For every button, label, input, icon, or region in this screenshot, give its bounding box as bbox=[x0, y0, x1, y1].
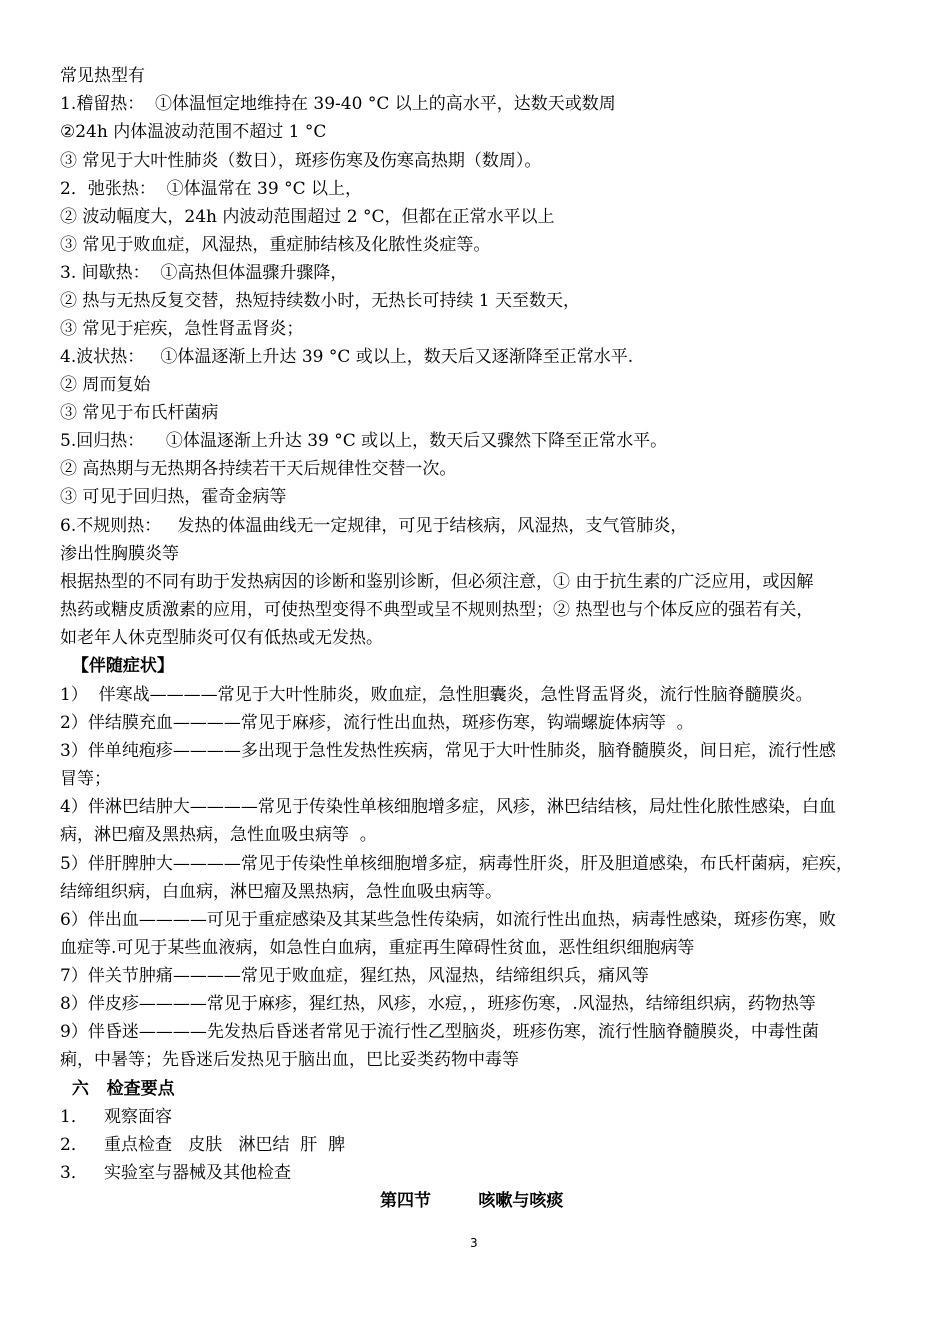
text-line: 常见热型有 bbox=[60, 66, 145, 86]
text-line: 根据热型的不同有助于发热病因的诊断和鉴别诊断，但必须注意，① 由于抗生素的广泛应用，或因解 bbox=[60, 572, 814, 592]
page-number: 3 bbox=[470, 1236, 478, 1250]
text-line: 6）伴出血————可见于重症感染及其某些急性传染病，如流行性出血热，病毒性感染，斑疹伤寒，败 bbox=[60, 910, 836, 930]
text-line: ③ 常见于大叶性肺炎（数日），斑疹伤寒及伤寒高热期（数周）。 bbox=[60, 151, 542, 171]
text-line: 3. 间歇热： ①高热但体温骤升骤降， bbox=[60, 263, 348, 283]
text-line: 热药或糖皮质激素的应用，可使热型变得不典型或呈不规则热型；② 热型也与个体反应的强若有关， bbox=[60, 600, 814, 620]
text-line: ③ 常见于布氏杆菌病 bbox=[60, 403, 219, 423]
text-line: 血症等.可见于某些血液病，如急性白血病，重症再生障碍性贫血，恶性组织细胞病等 bbox=[60, 938, 695, 958]
text-line: 5.回归热： ①体温逐渐上升达 39 °C 或以上，数天后又骤然下降至正常水平。 bbox=[60, 431, 668, 451]
text-line: 2）伴结膜充血————常见于麻疹，流行性出血热，斑疹伤寒，钩端螺旋体病等 。 bbox=[60, 713, 694, 733]
text-line: 结缔组织病，白血病，淋巴瘤及黑热病，急性血吸虫病等。 bbox=[60, 882, 502, 902]
text-line: 6.不规则热： 发热的体温曲线无一定规律，可见于结核病，风湿热，支气管肺炎， bbox=[60, 516, 688, 536]
text-line: ③ 可见于回归热，霍奇金病等 bbox=[60, 487, 287, 507]
text-line: ② 热与无热反复交替，热短持续数小时，无热长可持续 1 天至数天， bbox=[60, 291, 581, 311]
text-line: 六 检查要点 bbox=[60, 1079, 175, 1099]
text-line: 5）伴肝脾肿大————常见于传染性单核细胞增多症，病毒性肝炎，肝及胆道感染，布氏杆菌病，疟疾， bbox=[60, 854, 853, 874]
text-line: 7）伴关节肿痛————常见于败血症，猩红热，风湿热，结缔组织兵，痛风等 bbox=[60, 966, 649, 986]
text-line: ② 波动幅度大，24h 内波动范围超过 2 °C，但都在正常水平以上 bbox=[60, 207, 555, 227]
text-line: ② 周而复始 bbox=[60, 375, 151, 395]
text-line: 1． 观察面容 bbox=[60, 1107, 173, 1127]
section-heading: 第四节 咳嗽与咳痰 bbox=[380, 1191, 564, 1211]
text-line: 如老年人休克型肺炎可仅有低热或无发热。 bbox=[60, 628, 383, 648]
text-line: 2．弛张热： ①体温常在 39 °C 以上， bbox=[60, 179, 362, 199]
text-line: 3． 实验室与器械及其他检查 bbox=[60, 1163, 292, 1183]
text-line: ③ 常见于疟疾，急性肾盂肾炎； bbox=[60, 319, 304, 339]
text-line: 【伴随症状】 bbox=[60, 656, 174, 676]
text-line: 冒等； bbox=[60, 769, 111, 789]
text-line: 8）伴皮疹————常见于麻疹，猩红热，风疹，水痘，，班疹伤寒，.风湿热，结缔组织病，药物热等 bbox=[60, 994, 816, 1014]
text-line: ③ 常见于败血症，风湿热，重症肺结核及化脓性炎症等。 bbox=[60, 235, 491, 255]
text-line: 9）伴昏迷————先发热后昏迷者常见于流行性乙型脑炎，班疹伤寒，流行性脑脊髓膜炎，中毒性菌 bbox=[60, 1022, 819, 1042]
text-line: 2． 重点检查 皮肤 淋巴结 肝 脾 bbox=[60, 1135, 346, 1155]
text-line: 4）伴淋巴结肿大————常见于传染性单核细胞增多症，风疹，淋巴结结核，局灶性化脓性感染，白血 bbox=[60, 797, 836, 817]
text-line: ②24h 内体温波动范围不超过 1 °C bbox=[60, 122, 327, 142]
text-line: 病，淋巴瘤及黑热病，急性血吸虫病等 。 bbox=[60, 825, 377, 845]
text-line: 痢，中暑等；先昏迷后发热见于脑出血，巴比妥类药物中毒等 bbox=[60, 1050, 519, 1070]
text-line: 4.波状热： ①体温逐渐上升达 39 °C 或以上，数天后又逐渐降至正常水平. bbox=[60, 347, 634, 367]
text-line: 渗出性胸膜炎等 bbox=[60, 544, 179, 564]
text-line: 1.稽留热： ①体温恒定地维持在 39-40 °C 以上的高水平，达数天或数周 bbox=[60, 94, 616, 114]
text-line: 1） 伴寒战————常见于大叶性肺炎，败血症，急性胆囊炎，急性肾盂肾炎，流行性脑脊髓膜炎。 bbox=[60, 685, 813, 705]
text-line: ② 高热期与无热期各持续若干天后规律性交替一次。 bbox=[60, 459, 457, 479]
text-line: 3）伴单纯疱疹————多出现于急性发热性疾病，常见于大叶性肺炎，脑脊髓膜炎，间日疟，流行性感 bbox=[60, 741, 836, 761]
